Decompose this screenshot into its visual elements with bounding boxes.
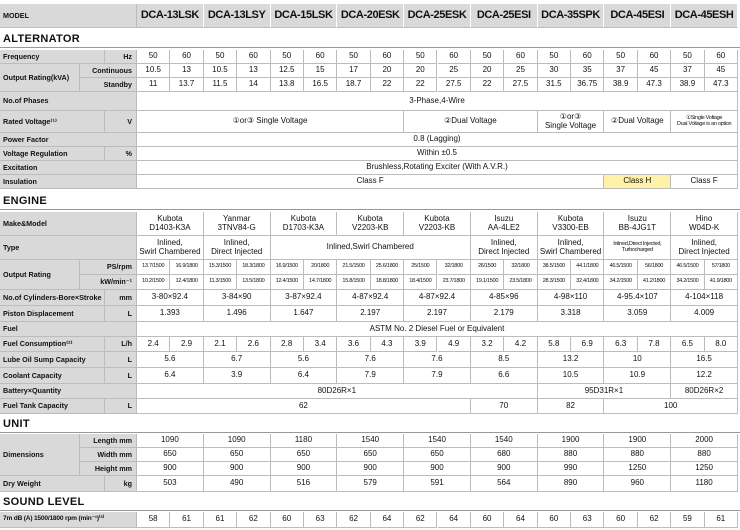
- insulation-label: Insulation: [0, 175, 137, 189]
- fuel-consumption-value: 2.6: [237, 337, 270, 352]
- frequency-value: 60: [237, 50, 270, 64]
- fuel-consumption-value: 4.3: [371, 337, 404, 352]
- cylinders-value: 4-85×96: [471, 290, 538, 306]
- section-sound-rule: [0, 510, 740, 511]
- continuous-value: 20: [471, 64, 504, 78]
- standby-label: Standby: [80, 78, 137, 92]
- model-header: DCA-13LSK: [137, 4, 204, 28]
- standby-value: 13.8: [271, 78, 304, 92]
- coolant-value: 10.5: [538, 368, 605, 384]
- engine-kw-value: 18.4/1500: [404, 275, 437, 290]
- engine-kw-value: 34.2/1500: [671, 275, 704, 290]
- standby-value: 38.9: [671, 78, 704, 92]
- make-model-value: Kubota D1403-K3A: [137, 212, 204, 236]
- standby-value: 11.5: [204, 78, 237, 92]
- lube-oil-unit: L: [105, 352, 137, 368]
- fuel-consumption-value: 6.3: [604, 337, 637, 352]
- kw-unit: kW/min⁻¹: [80, 275, 137, 290]
- height-value: 1250: [671, 462, 738, 476]
- lube-oil-value: 7.6: [337, 352, 404, 368]
- cylinders-value: 4-95.4×107: [604, 290, 671, 306]
- continuous-value: 25: [504, 64, 537, 78]
- make-model-value: Kubota D1703-K3A: [271, 212, 338, 236]
- height-value: 900: [471, 462, 538, 476]
- engine-type-value: Inlined, Direct Injected: [471, 236, 538, 260]
- standby-value: 22: [371, 78, 404, 92]
- displacement-label: Piston Displacement: [0, 306, 105, 322]
- frequency-value: 60: [705, 50, 738, 64]
- cylinders-value: 3-84×90: [204, 290, 271, 306]
- cylinders-unit: mm: [105, 290, 137, 306]
- engine-type-value: Inlined, Swirl Chambered: [538, 236, 605, 260]
- dry-weight-value: 503: [137, 476, 204, 492]
- coolant-value: 3.9: [204, 368, 271, 384]
- continuous-value: 20: [404, 64, 437, 78]
- battery-value: 80D26R×1: [137, 384, 538, 399]
- rated-voltage-unit: V: [105, 111, 137, 133]
- frequency-value: 50: [471, 50, 504, 64]
- engine-type-value: Inlined, Direct Injected: [204, 236, 271, 260]
- engine-ps-value: 26/1500: [471, 260, 504, 275]
- height-value: 900: [204, 462, 271, 476]
- rated-voltage-label: Rated Voltage⁽¹⁾: [0, 111, 105, 133]
- make-model-value: Kubota V2203-KB: [404, 212, 471, 236]
- fuel-consumption-value: 3.6: [337, 337, 370, 352]
- standby-value: 47.3: [705, 78, 738, 92]
- width-unit: Width mm: [80, 448, 137, 462]
- make-model-label: Make&Model: [0, 212, 137, 236]
- displacement-value: 3.059: [604, 306, 671, 322]
- standby-value: 38.9: [604, 78, 637, 92]
- displacement-value: 2.197: [337, 306, 404, 322]
- fuel-consumption-value: 4.2: [504, 337, 537, 352]
- make-model-value: Yanmar 3TNV84-G: [204, 212, 271, 236]
- length-value: 1900: [604, 434, 671, 448]
- coolant-value: 10.9: [604, 368, 671, 384]
- sound-value: 62: [404, 512, 437, 528]
- make-model-value: Hino W04D-K: [671, 212, 738, 236]
- frequency-value: 60: [170, 50, 203, 64]
- engine-ps-value: 25.6/1800: [371, 260, 404, 275]
- model-header: DCA-15LSK: [271, 4, 338, 28]
- sound-value: 64: [438, 512, 471, 528]
- frequency-value: 50: [137, 50, 170, 64]
- engine-kw-value: 18.8/1800: [371, 275, 404, 290]
- lube-oil-value: 8.5: [471, 352, 538, 368]
- dry-weight-value: 490: [204, 476, 271, 492]
- standby-value: 11: [137, 78, 170, 92]
- engine-ps-value: 56/1800: [638, 260, 671, 275]
- model-header: DCA-25ESI: [471, 4, 538, 28]
- engine-ps-value: 20/1800: [304, 260, 337, 275]
- standby-value: 22: [404, 78, 437, 92]
- model-header: DCA-45ESH: [671, 4, 738, 28]
- make-model-value: Isuzu BB-4JG1T: [604, 212, 671, 236]
- fuel-tank-value: 100: [604, 399, 738, 414]
- dry-weight-value: 1180: [671, 476, 738, 492]
- continuous-value: 35: [571, 64, 604, 78]
- coolant-value: 7.9: [337, 368, 404, 384]
- continuous-value: 37: [604, 64, 637, 78]
- lube-oil-value: 7.6: [404, 352, 471, 368]
- battery-value: 80D26R×2: [671, 384, 738, 399]
- frequency-value: 50: [204, 50, 237, 64]
- engine-type-value: Inlined,Swirl Chambered: [271, 236, 471, 260]
- fuel-consumption-value: 5.8: [538, 337, 571, 352]
- engine-ps-value: 18.3/1800: [237, 260, 270, 275]
- frequency-value: 60: [638, 50, 671, 64]
- displacement-value: 4.009: [671, 306, 738, 322]
- fuel-consumption-value: 2.8: [271, 337, 304, 352]
- cylinders-value: 4-87×92.4: [337, 290, 404, 306]
- battery-value: 95D31R×1: [538, 384, 672, 399]
- standby-value: 16.5: [304, 78, 337, 92]
- fuel-consumption-value: 3.2: [471, 337, 504, 352]
- ps-unit: PS/rpm: [80, 260, 137, 275]
- sound-value: 61: [705, 512, 738, 528]
- make-model-value: Kubota V2203-KB: [337, 212, 404, 236]
- engine-kw-value: 19.1/1500: [471, 275, 504, 290]
- engine-ps-value: 38.5/1500: [538, 260, 571, 275]
- rated-voltage-value: ②Dual Voltage: [604, 111, 671, 133]
- fuel-consumption-value: 3.9: [404, 337, 437, 352]
- coolant-value: 12.2: [671, 368, 738, 384]
- engine-type-label: Type: [0, 236, 137, 260]
- engine-kw-value: 12.4/1800: [170, 275, 203, 290]
- continuous-value: 10.5: [137, 64, 170, 78]
- sound-value: 60: [604, 512, 637, 528]
- insulation-value: Class F: [671, 175, 738, 189]
- section-unit: UNIT: [3, 418, 30, 430]
- model-header: DCA-45ESI: [604, 4, 671, 28]
- section-engine-rule: [0, 209, 740, 210]
- continuous-value: 12.5: [271, 64, 304, 78]
- dry-weight-label: Dry Weight: [0, 476, 105, 492]
- section-alternator: ALTERNATOR: [3, 33, 80, 45]
- engine-ps-value: 57/1800: [705, 260, 738, 275]
- lube-oil-value: 6.7: [204, 352, 271, 368]
- fuel-tank-value: 62: [137, 399, 471, 414]
- lube-oil-value: 5.6: [271, 352, 338, 368]
- continuous-value: 17: [337, 64, 370, 78]
- model-header: DCA-13LSY: [204, 4, 271, 28]
- engine-kw-value: 15.8/1500: [337, 275, 370, 290]
- engine-type-value: Inlined,Direct Injected, Turbocharged: [604, 236, 671, 260]
- sound-value: 63: [571, 512, 604, 528]
- engine-kw-value: 12.4/1500: [271, 275, 304, 290]
- displacement-value: 3.318: [538, 306, 605, 322]
- standby-value: 47.3: [638, 78, 671, 92]
- output-rating-label: Output Rating(kVA): [0, 64, 80, 92]
- engine-ps-value: 32/1800: [504, 260, 537, 275]
- dry-weight-value: 890: [538, 476, 605, 492]
- sound-value: 63: [304, 512, 337, 528]
- coolant-value: 6.6: [471, 368, 538, 384]
- length-value: 1180: [271, 434, 338, 448]
- fuel-consumption-value: 2.1: [204, 337, 237, 352]
- dry-weight-value: 579: [337, 476, 404, 492]
- cylinders-value: 4-87×92.4: [404, 290, 471, 306]
- frequency-value: 60: [504, 50, 537, 64]
- sound-value: 64: [371, 512, 404, 528]
- engine-kw-value: 23.7/1800: [438, 275, 471, 290]
- displacement-value: 1.496: [204, 306, 271, 322]
- engine-type-value: Inlined, Swirl Chambered: [137, 236, 204, 260]
- fuel-tank-value: 70: [471, 399, 538, 414]
- displacement-value: 1.647: [271, 306, 338, 322]
- frequency-value: 50: [404, 50, 437, 64]
- model-header: DCA-35SPK: [538, 4, 605, 28]
- engine-kw-value: 14.7/1800: [304, 275, 337, 290]
- engine-kw-value: 11.3/1500: [204, 275, 237, 290]
- fuel-tank-label: Fuel Tank Capacity: [0, 399, 105, 414]
- voltage-regulation-value: Within ±0.5: [137, 147, 738, 161]
- lube-oil-value: 16.5: [671, 352, 738, 368]
- fuel-consumption-value: 6.9: [571, 337, 604, 352]
- lube-oil-value: 5.6: [137, 352, 204, 368]
- engine-kw-value: 10.2/1500: [137, 275, 170, 290]
- insulation-value: Class H: [604, 175, 671, 189]
- section-sound: SOUND LEVEL: [3, 496, 85, 508]
- sound-value: 60: [538, 512, 571, 528]
- dry-weight-value: 516: [271, 476, 338, 492]
- continuous-value: 37: [671, 64, 704, 78]
- sound-value: 60: [471, 512, 504, 528]
- coolant-value: 6.4: [271, 368, 338, 384]
- lube-oil-value: 13.2: [538, 352, 605, 368]
- cylinders-value: 3-87×92.4: [271, 290, 338, 306]
- width-value: 680: [471, 448, 538, 462]
- sound-value: 61: [204, 512, 237, 528]
- height-value: 1250: [604, 462, 671, 476]
- fuel-label: Fuel: [0, 322, 137, 337]
- width-value: 650: [404, 448, 471, 462]
- frequency-value: 50: [271, 50, 304, 64]
- width-value: 650: [271, 448, 338, 462]
- frequency-unit: Hz: [105, 50, 137, 64]
- displacement-unit: L: [105, 306, 137, 322]
- continuous-value: 45: [705, 64, 738, 78]
- sound-value: 58: [137, 512, 170, 528]
- power-factor-label: Power Factor: [0, 133, 137, 147]
- dry-weight-value: 564: [471, 476, 538, 492]
- engine-ps-value: 32/1800: [438, 260, 471, 275]
- fuel-tank-value: 82: [538, 399, 605, 414]
- engine-kw-value: 41.2/1800: [638, 275, 671, 290]
- length-value: 1090: [137, 434, 204, 448]
- continuous-value: 20: [371, 64, 404, 78]
- dry-weight-value: 591: [404, 476, 471, 492]
- engine-kw-value: 23.5/1800: [504, 275, 537, 290]
- displacement-value: 2.179: [471, 306, 538, 322]
- continuous-value: 30: [538, 64, 571, 78]
- height-value: 900: [137, 462, 204, 476]
- frequency-label: Frequency: [0, 50, 105, 64]
- fuel-consumption-value: 3.4: [304, 337, 337, 352]
- model-header: DCA-20ESK: [337, 4, 404, 28]
- displacement-value: 1.393: [137, 306, 204, 322]
- section-unit-rule: [0, 432, 740, 433]
- length-value: 1900: [538, 434, 605, 448]
- rated-voltage-value: ①Single Voltage Dual Voltage is an option: [671, 111, 738, 133]
- make-model-value: Isuzu AA-4LE2: [471, 212, 538, 236]
- coolant-value: 6.4: [137, 368, 204, 384]
- frequency-value: 60: [371, 50, 404, 64]
- engine-type-value: Inlined, Direct Injected: [671, 236, 738, 260]
- sound-label: 7m dB (A) 1500/1800 rpm (min⁻¹)⁽³⁾: [0, 512, 137, 528]
- height-value: 900: [271, 462, 338, 476]
- length-value: 1090: [204, 434, 271, 448]
- continuous-value: 13: [170, 64, 203, 78]
- width-value: 880: [604, 448, 671, 462]
- sound-value: 64: [504, 512, 537, 528]
- frequency-value: 60: [571, 50, 604, 64]
- width-value: 650: [337, 448, 404, 462]
- phases-label: No.of Phases: [0, 92, 137, 111]
- continuous-value: 45: [638, 64, 671, 78]
- height-value: 900: [337, 462, 404, 476]
- engine-ps-value: 16.9/1500: [271, 260, 304, 275]
- fuel-consumption-label: Fuel Consumption⁽²⁾: [0, 337, 105, 352]
- excitation-label: Excitation: [0, 161, 137, 175]
- fuel-consumption-value: 8.0: [705, 337, 738, 352]
- fuel-tank-unit: L: [105, 399, 137, 414]
- sound-value: 59: [671, 512, 704, 528]
- standby-value: 27.5: [504, 78, 537, 92]
- cylinders-value: 4-98×110: [538, 290, 605, 306]
- continuous-value: 15: [304, 64, 337, 78]
- fuel-value: ASTM No. 2 Diesel Fuel or Equivalent: [137, 322, 738, 337]
- fuel-consumption-value: 7.8: [638, 337, 671, 352]
- standby-value: 31.5: [538, 78, 571, 92]
- dry-weight-unit: kg: [105, 476, 137, 492]
- engine-kw-value: 32.4/1800: [571, 275, 604, 290]
- engine-ps-value: 15.3/1500: [204, 260, 237, 275]
- voltage-regulation-unit: %: [105, 147, 137, 161]
- coolant-label: Coolant Capacity: [0, 368, 105, 384]
- fuel-consumption-unit: L/h: [105, 337, 137, 352]
- standby-value: 13.7: [170, 78, 203, 92]
- section-engine: ENGINE: [3, 195, 47, 207]
- length-value: 1540: [337, 434, 404, 448]
- sound-value: 61: [170, 512, 203, 528]
- standby-value: 18.7: [337, 78, 370, 92]
- insulation-value: Class F: [137, 175, 604, 189]
- width-value: 650: [137, 448, 204, 462]
- model-header-label: MODEL: [0, 4, 137, 28]
- engine-kw-value: 13.5/1800: [237, 275, 270, 290]
- rated-voltage-value: ①or③ Single Voltage: [538, 111, 605, 133]
- sound-value: 62: [638, 512, 671, 528]
- voltage-regulation-label: Voltage Regulation: [0, 147, 105, 161]
- cylinders-value: 4-104×118: [671, 290, 738, 306]
- engine-ps-value: 46.5/1500: [671, 260, 704, 275]
- width-value: 880: [538, 448, 605, 462]
- width-value: 880: [671, 448, 738, 462]
- continuous-label: Continuous: [80, 64, 137, 78]
- rated-voltage-value: ①or③ Single Voltage: [137, 111, 404, 133]
- coolant-value: 7.9: [404, 368, 471, 384]
- frequency-value: 50: [604, 50, 637, 64]
- power-factor-value: 0.8 (Lagging): [137, 133, 738, 147]
- frequency-value: 60: [304, 50, 337, 64]
- fuel-consumption-value: 4.9: [438, 337, 471, 352]
- sound-value: 62: [237, 512, 270, 528]
- engine-ps-value: 46.5/1500: [604, 260, 637, 275]
- engine-ps-value: 25/1500: [404, 260, 437, 275]
- height-value: 990: [538, 462, 605, 476]
- phases-value: 3-Phase,4-Wire: [137, 92, 738, 111]
- length-value: 1540: [471, 434, 538, 448]
- engine-kw-value: 28.3/1500: [538, 275, 571, 290]
- engine-kw-value: 34.2/1500: [604, 275, 637, 290]
- engine-ps-value: 21.5/1500: [337, 260, 370, 275]
- length-unit: Length mm: [80, 434, 137, 448]
- width-value: 650: [204, 448, 271, 462]
- sound-value: 62: [337, 512, 370, 528]
- battery-label: Battery×Quantity: [0, 384, 137, 399]
- dry-weight-value: 960: [604, 476, 671, 492]
- model-header: DCA-25ESK: [404, 4, 471, 28]
- section-alternator-rule: [0, 47, 740, 48]
- frequency-value: 50: [337, 50, 370, 64]
- cylinders-value: 3-80×92.4: [137, 290, 204, 306]
- standby-value: 22: [471, 78, 504, 92]
- standby-value: 27.5: [438, 78, 471, 92]
- length-value: 1540: [404, 434, 471, 448]
- continuous-value: 13: [237, 64, 270, 78]
- engine-ps-value: 16.9/1800: [170, 260, 203, 275]
- engine-output-label: Output Rating: [0, 260, 80, 290]
- dimensions-label: Dimensions: [0, 434, 80, 476]
- engine-kw-value: 41.9/1800: [705, 275, 738, 290]
- standby-value: 36.75: [571, 78, 604, 92]
- engine-ps-value: 13.7/1500: [137, 260, 170, 275]
- displacement-value: 2.197: [404, 306, 471, 322]
- fuel-consumption-value: 2.4: [137, 337, 170, 352]
- length-value: 2000: [671, 434, 738, 448]
- frequency-value: 60: [438, 50, 471, 64]
- excitation-value: Brushless,Rotating Exciter (With A.V.R.): [137, 161, 738, 175]
- lube-oil-value: 10: [604, 352, 671, 368]
- height-unit: Height mm: [80, 462, 137, 476]
- fuel-consumption-value: 2.9: [170, 337, 203, 352]
- rated-voltage-value: ②Dual Voltage: [404, 111, 538, 133]
- standby-value: 14: [237, 78, 270, 92]
- cylinders-label: No.of Cylinders-Bore×Stroke: [0, 290, 105, 306]
- make-model-value: Kubota V3300-EB: [538, 212, 605, 236]
- frequency-value: 50: [671, 50, 704, 64]
- engine-ps-value: 44.1/1800: [571, 260, 604, 275]
- continuous-value: 25: [438, 64, 471, 78]
- coolant-unit: L: [105, 368, 137, 384]
- lube-oil-label: Lube Oil Sump Capacity: [0, 352, 105, 368]
- height-value: 900: [404, 462, 471, 476]
- fuel-consumption-value: 6.5: [671, 337, 704, 352]
- sound-value: 60: [271, 512, 304, 528]
- frequency-value: 50: [538, 50, 571, 64]
- continuous-value: 10.5: [204, 64, 237, 78]
